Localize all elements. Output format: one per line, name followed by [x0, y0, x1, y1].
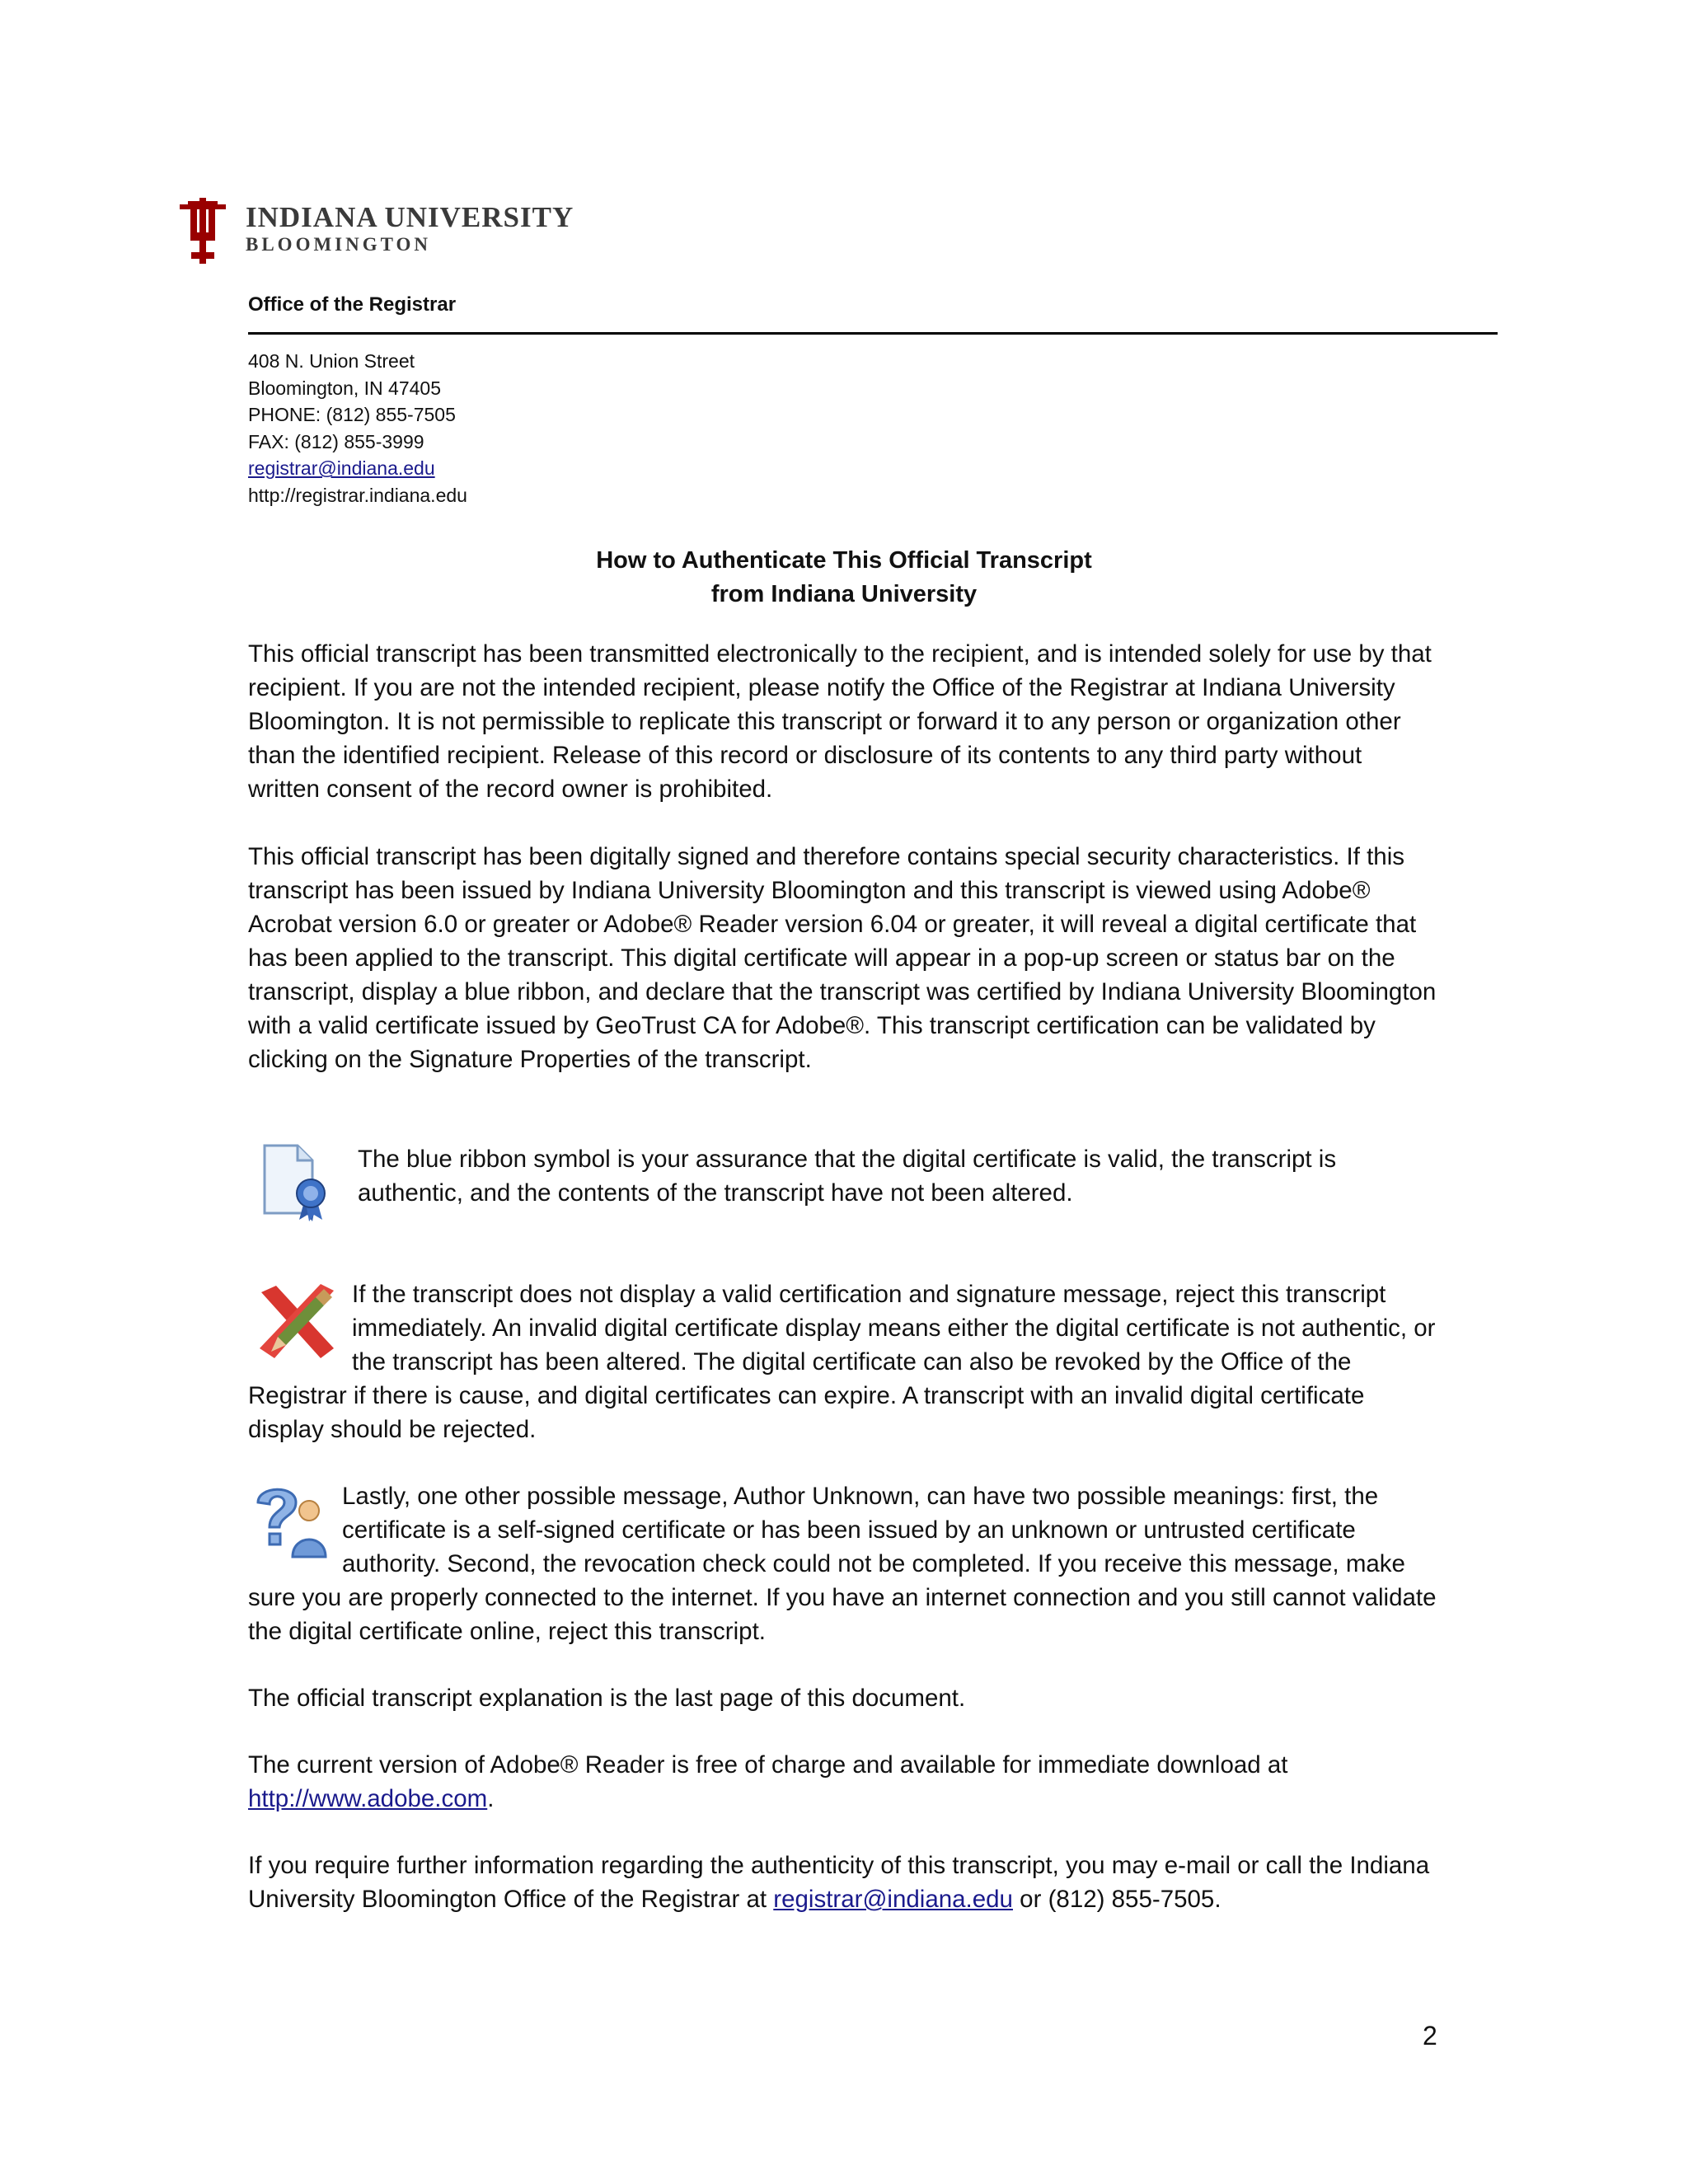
address-street: 408 N. Union Street	[248, 350, 415, 372]
address-phone: PHONE: (812) 855-7505	[248, 404, 456, 426]
adobe-download-prefix: The current version of Adobe® Reader is free of charge and available for immediate download at	[248, 1751, 1288, 1779]
contact-prefix: If you require further information regarding the authenticity of this transcript, you may e-mail or call the Indiana University Bloomington Office of the Registrar at	[248, 1852, 1430, 1913]
digitally-signed-text: This official transcript has been digitally signed and therefore contains special security characteristics. If this transcript has been issued by Indiana University Bloomington and this transcript is viewed using Adobe® Acrobat version 6.0 or greater or Adobe® Reader version 6.04 or greater, it will reveal a digital certificate that has been applied to the transcript. This digital certificate will appear in a pop-up screen or status bar on the transcript, display a blue ribbon, and declare that the transcript was certified by Indiana University Bloomington with a valid certificate issued by GeoTrust CA for Adobe®. This transcript certification can be validated by clicking on the Signature Properties of the transcript.	[248, 843, 1437, 1073]
university-name: INDIANA UNIVERSITY	[246, 201, 574, 233]
last-page-text: The official transcript explanation is the last page of this document.	[248, 1685, 966, 1712]
page-title	[248, 544, 1440, 612]
last-page-paragraph	[248, 1681, 1440, 1715]
office-title: Office of the Registrar	[248, 293, 457, 316]
adobe-link[interactable]: http://www.adobe.com	[248, 1785, 488, 1812]
blue-ribbon-paragraph	[358, 1142, 1446, 1210]
question-user-icon	[248, 1483, 332, 1558]
address-city: Bloomington, IN 47405	[248, 377, 441, 399]
author-unknown-paragraph	[248, 1479, 1440, 1648]
address-email-link[interactable]: registrar@indiana.edu	[248, 457, 435, 480]
contact-text	[248, 1849, 1440, 1916]
contact-email-link[interactable]: registrar@indiana.edu	[773, 1886, 1013, 1913]
title-line-2: from Indiana University	[710, 581, 978, 607]
intended-recipient-paragraph	[248, 637, 1440, 806]
intended-recipient-text: This official transcript has been transmitted electronically to the recipient, and is intended solely for use by that recipient. If you are not the intended recipient, please notify the Office of the Registrar at Indiana University Bloomington. It is not permissible to replicate this transcript or forward it to any person or organization other than the identified recipient. Release of this record or disclosure of its contents to any third party without written consent of the record owner is prohibited.	[248, 640, 1432, 803]
author-unknown-text: Lastly, one other possible message, Author Unknown, can have two possible meanings: first, the certificate is a self-signed certificate or has been issued by an unknown or untrusted certificate authority. Second, the revocation check could not be completed. If you receive this message, make sure you are properly connected to the internet. If you have an internet connection and you still cannot validate the digital certificate online, reject this transcript.	[248, 1483, 1437, 1645]
title-line-1: How to Authenticate This Official Transcript	[596, 547, 1092, 574]
address-fax: FAX: (812) 855-3999	[248, 430, 424, 452]
invalid-certificate-text: If the transcript does not display a valid certification and signature message, reject this transcript immediately. An invalid digital certificate display means either the digital certificate is not authentic, or the transcript has been altered. The digital certificate can also be revoked by the Office of the Registrar if there is cause, and digital certificates can expire. A transcript with an invalid digital certificate display should be rejected.	[248, 1281, 1436, 1443]
adobe-download-suffix: .	[487, 1785, 495, 1812]
address-website: http://registrar.indiana.edu	[248, 484, 467, 506]
adobe-download-paragraph	[248, 1748, 1440, 1816]
digitally-signed-paragraph	[248, 840, 1440, 1076]
adobe-download-text	[248, 1748, 1440, 1816]
blue-ribbon-certificate-icon	[258, 1142, 332, 1221]
page-number: 2	[1423, 2021, 1437, 2050]
header-divider	[248, 332, 1498, 335]
iu-trident-logo-icon	[180, 198, 226, 264]
contact-suffix: or (812) 855-7505.	[1012, 1886, 1221, 1913]
contact-paragraph	[248, 1849, 1440, 1916]
address-block	[248, 348, 467, 509]
blue-ribbon-text: The blue ribbon symbol is your assurance that the digital certificate is valid, the transcript is authentic, and the contents of the transcript have not been altered.	[358, 1146, 1337, 1207]
invalid-certificate-paragraph	[248, 1277, 1440, 1446]
red-x-pencil-icon	[253, 1282, 342, 1365]
campus-name: BLOOMINGTON	[246, 234, 432, 255]
